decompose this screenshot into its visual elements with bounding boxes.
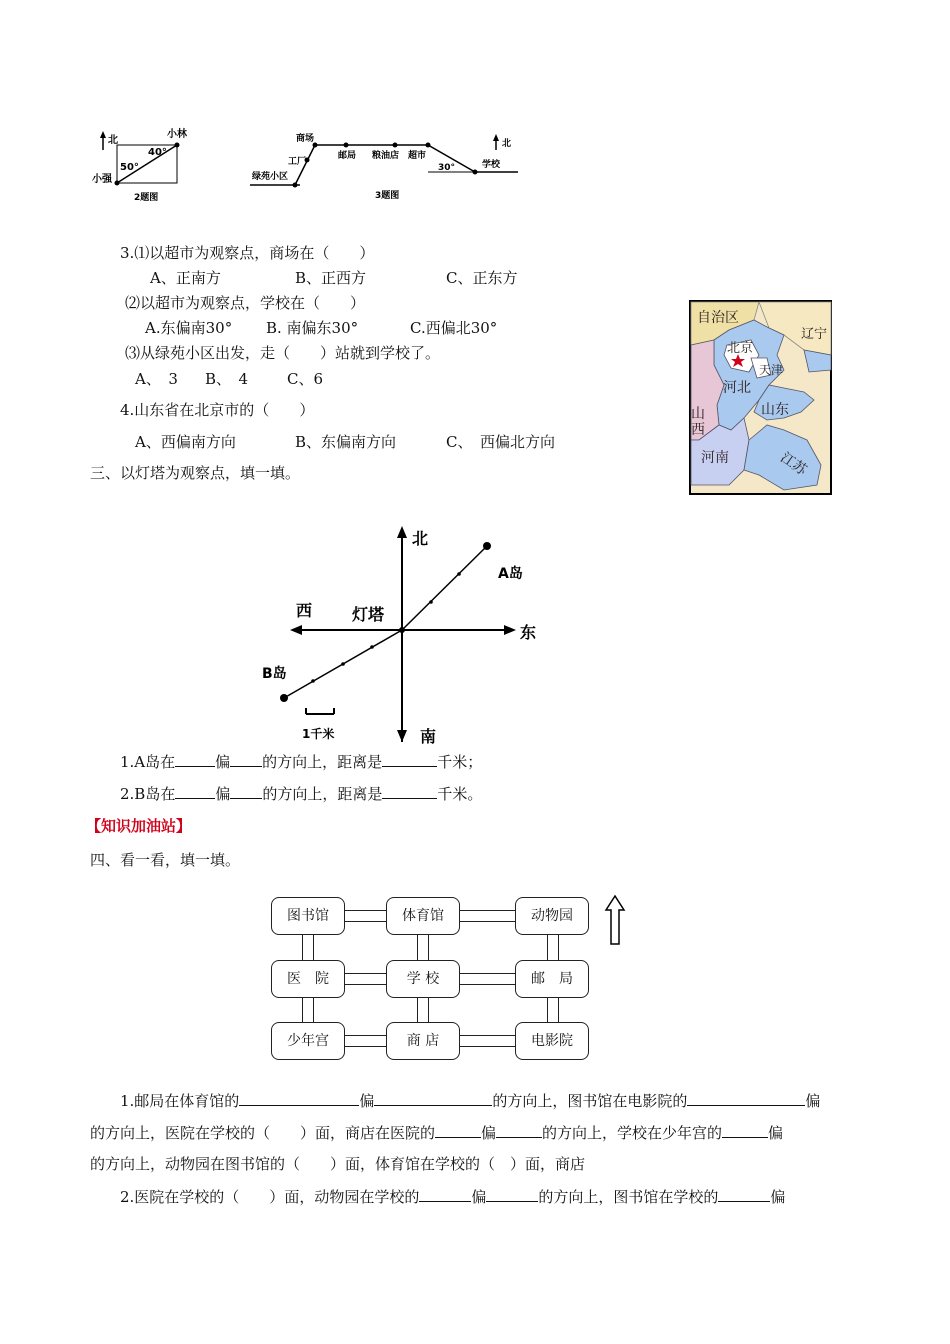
- q3-part1-option-a: A、正南方: [150, 269, 221, 287]
- grid-zoo: 动物园: [515, 897, 589, 935]
- fig2-north-label: 北: [108, 135, 118, 146]
- map-label-liaoning: 辽宁: [801, 327, 828, 342]
- map-label-beijing: 北京: [727, 341, 754, 356]
- province-map: [689, 300, 832, 495]
- section-4-title: 四、看一看，填一填。: [90, 851, 241, 869]
- fig3-chaoshi-label: 超市: [408, 151, 427, 161]
- section-4-line-4: 2.医院在学校的（ ）面，动物园在学校的 偏 的方向上，图书馆在学校的 偏: [120, 1188, 786, 1206]
- q3-part3: ⑶从绿苑小区出发，走（ ）站就到学校了。: [125, 344, 441, 362]
- answer-blank[interactable]: [419, 1186, 471, 1202]
- answer-blank[interactable]: [435, 1122, 481, 1138]
- map-label-tianjin: 天津: [759, 363, 784, 377]
- map-label-hebei: 河北: [723, 380, 751, 396]
- answer-blank[interactable]: [687, 1090, 805, 1106]
- north-arrow-icon: [604, 894, 626, 946]
- answer-blank[interactable]: [374, 1090, 492, 1106]
- answer-blank[interactable]: [230, 783, 262, 799]
- fig3-liangyoudian-label: 粮油店: [372, 151, 400, 161]
- knowledge-station-heading: 【知识加油站】: [86, 817, 192, 835]
- diagram-island-a-label: A岛: [498, 566, 523, 582]
- fig2-caption: 2题图: [134, 193, 159, 203]
- q3-part3-option-a: A、 3: [135, 370, 178, 388]
- section-4-line-2: 的方向上，医院在学校的（ ）面，商店在医院的 偏 的方向上，学校在少年宫的 偏: [90, 1124, 784, 1142]
- fig3-xuexiao-label: 学校: [482, 160, 501, 170]
- diagram-west-label: 西: [296, 601, 313, 620]
- grid-gym: 体育馆: [386, 897, 460, 935]
- fig3-caption: 3题图: [375, 191, 400, 201]
- q4-option-a: A、西偏南方向: [135, 433, 236, 451]
- q3-part1-option-b: B、正西方: [295, 269, 367, 287]
- q3-part2-option-c: C.西偏北30°: [410, 319, 498, 337]
- diagram-lighthouse-label: 灯塔: [352, 605, 385, 624]
- fig2-xiaoqiang-label: 小强: [92, 174, 112, 185]
- grid-school: 学 校: [386, 960, 460, 998]
- section-3-question-2: 2.B岛在 偏 的方向上，距离是 千米。: [120, 785, 483, 803]
- grid-shop: 商 店: [386, 1022, 460, 1060]
- q3-part2-option-b: B. 南偏东30°: [266, 319, 359, 337]
- diagram-island-b-label: B岛: [262, 666, 287, 682]
- grid-post-office: 邮 局: [515, 960, 589, 998]
- fig3-gongchang-label: 工厂: [288, 157, 307, 167]
- q3-part1-option-c: C、正东方: [446, 269, 518, 287]
- figure-2: [90, 125, 230, 205]
- answer-blank[interactable]: [486, 1186, 538, 1202]
- north-arrow: [493, 134, 499, 150]
- answer-blank[interactable]: [175, 783, 215, 799]
- answer-blank[interactable]: [175, 751, 215, 767]
- fig3-angle-30: 30°: [438, 163, 456, 173]
- answer-blank[interactable]: [382, 751, 437, 767]
- fig2-angle-40: 40°: [148, 147, 167, 158]
- q3-part2: ⑵以超市为观察点，学校在（ ）: [125, 294, 366, 312]
- grid-library: 图书馆: [271, 897, 345, 935]
- answer-blank[interactable]: [230, 751, 262, 767]
- map-label-henan: 河南: [701, 450, 729, 466]
- fig3-youju-label: 邮局: [338, 151, 357, 161]
- grid-hospital: 医 院: [271, 960, 345, 998]
- diagram-scale-label: 1千米: [302, 727, 335, 741]
- answer-blank[interactable]: [496, 1122, 542, 1138]
- map-label-zizhiqu: 自治区: [697, 310, 739, 326]
- section-3-question-1: 1.A岛在 偏 的方向上，距离是 千米；: [120, 753, 483, 771]
- section-4-line-3: 的方向上，动物园在图书馆的（ ）面，体育馆在学校的（ ）面，商店: [90, 1155, 586, 1173]
- section-3-title: 三、以灯塔为观察点，填一填。: [90, 464, 301, 482]
- diagram-north-label: 北: [412, 529, 429, 548]
- grid-youth-palace: 少年宫: [271, 1022, 345, 1060]
- grid-cinema: 电影院: [515, 1022, 589, 1060]
- fig3-lvyuan-label: 绿苑小区: [252, 172, 289, 182]
- q4-option-c: C、 西偏北方向: [446, 433, 555, 451]
- diagram-south-label: 南: [420, 727, 437, 746]
- q3-part1: 3.⑴以超市为观察点，商场在（ ）: [120, 244, 375, 262]
- fig2-xiaolin-label: 小林: [167, 129, 187, 140]
- fig3-shangchang-label: 商场: [296, 134, 315, 144]
- q3-part3-option-b: B、 4: [205, 370, 249, 388]
- section-4-line-1: 1.邮局在体育馆的 偏 的方向上，图书馆在电影院的 偏: [120, 1092, 821, 1110]
- answer-blank[interactable]: [239, 1090, 359, 1106]
- map-label-shanxi-2: 西: [691, 422, 705, 438]
- map-label-shanxi: 山: [691, 406, 705, 422]
- map-label-jiangsu: 江苏: [777, 449, 810, 479]
- north-arrow: [100, 131, 106, 150]
- q3-part2-option-a: A.东偏南30°: [145, 319, 233, 337]
- answer-blank[interactable]: [718, 1186, 770, 1202]
- diagram-east-label: 东: [520, 623, 537, 642]
- map-label-shandong: 山东: [761, 402, 789, 418]
- fig2-angle-50: 50°: [120, 162, 139, 173]
- answer-blank[interactable]: [722, 1122, 768, 1138]
- fig3-north-label: 北: [502, 139, 512, 149]
- answer-blank[interactable]: [382, 783, 437, 799]
- q4-text: 4.山东省在北京市的（ ）: [120, 401, 315, 419]
- q4-option-b: B、东偏南方向: [295, 433, 397, 451]
- q3-part3-option-c: C、6: [287, 370, 324, 388]
- lighthouse-diagram: [250, 520, 570, 750]
- figure-3: [250, 130, 525, 205]
